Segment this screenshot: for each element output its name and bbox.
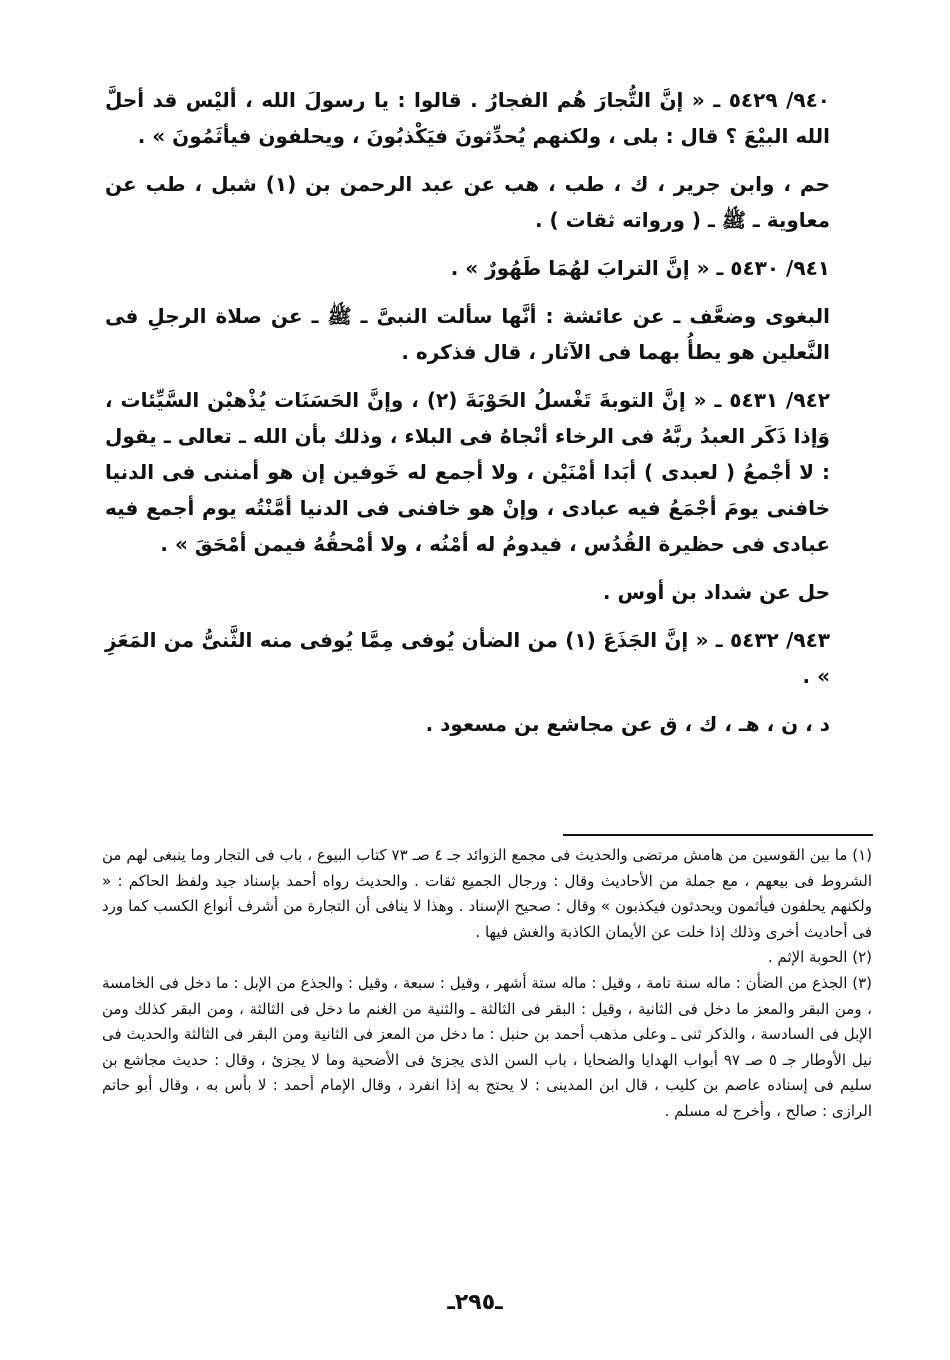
hadith-940: ٩٤٠/ ٥٤٢٩ ـ « إنَّ التُّجارَ هُم الفجارُ . قالوا : يا رسولَ الله ، أليْس قد أحلَّ الله البيْعَ ؟ قال : بلى ، ولكنهم يُحدِّثونَ فيَكْذبُونَ ، ويحلفون فيأثَمُونَ » .: [105, 88, 830, 148]
footnotes: [102, 843, 872, 1125]
footnote-3: (٣) الجذع من الضأن : ماله سنة تامة ، وقيل : ماله ستة أشهر ، وقيل : سبعة ، وقيل : والجذع من الإبل : ما دخل فى الخامسة ، ومن البقر والمعز ما دخل فى الثانية ، وقيل : البقر فى الثالثة ـ والثنية من الغنم ما دخل فى الثالثة ، ومن البقر كذلك ومن الإبل فى السادسة ، والذكر ثنى ـ وعلى مذهب أحمد بن حنبل : ما دخل من المعز فى الثانية ومن البقر فى الثالثة والحديث فى نيل الأوطار جـ ٥ صـ ٩٧ أبواب الهدايا والضحايا ، باب السن الذى يجزئ فى الأضحية وما لا يجزئ ، وقال : حديث مجاشع بن سليم فى إسناده عاصم بن كليب ، قال ابن المدينى : لا يحتج به إذا انفرد ، وقال الإمام أحمد : لا بأس به ، وقال أبو حاتم الرازى : صالح ، وأخرج له مسلم .: [102, 973, 872, 1120]
hadith-941: ٩٤١/ ٥٤٣٠ ـ « إنَّ الترابَ لهُمَا طَهُورٌ » .: [450, 256, 830, 280]
hadith-943-source: د ، ن ، هـ ، ك ، ق عن مجاشع بن مسعود .: [425, 712, 830, 736]
footnote-2: (٢) الحوبة الإثم .: [767, 948, 872, 967]
hadith-940-source: حم ، وابن جرير ، ك ، طب ، هب عن عبد الرحمن بن (١) شبل ، طب عن معاوية ـ ﷺ ـ ( ورواته ثقات ) .: [105, 172, 831, 232]
footnote-separator: [563, 834, 873, 836]
hadith-941-source: البغوى وضعَّف ـ عن عائشة : أنَّها سألت النبىَّ ـ ﷺ ـ عن صلاة الرجلِ فى النَّعلين هو يطأُ بهما فى الآثار ، قال فذكره .: [105, 304, 830, 364]
page-number: ـ٢٩٥ـ: [447, 1290, 503, 1315]
hadith-text-body: [105, 82, 830, 754]
hadith-942-source: حل عن شداد بن أوس .: [602, 580, 830, 604]
hadith-943: ٩٤٣/ ٥٤٣٢ ـ « إنَّ الجَذَعَ (١) من الضأن يُوفى مِمَّا يُوفى منه الثَّنىُّ من المَعَزِ » .: [105, 628, 830, 688]
hadith-942: ٩٤٢/ ٥٤٣١ ـ « إنَّ التوبةَ تَغْسلُ الحَوْبَةَ (٢) ، وإنَّ الحَسَنَات يُذْهبْن السَّيِّئات ، وَإذا ذَكَر العبدُ ربَّهُ فى الرخاء أنْجاهُ فى البلاء ، وذلك بأن الله ـ تعالى ـ يقول : لا أجْمعُ ( لعبدى ) أبَدا أمْنَيْن ، ولا أجمع له خَوفين إن هو أمننى فى الدنيا خافنى يومَ أجْمَعُ فيه عبادى ، وإنْ هو خافنى فى الدنيا أمَّنْتُه يوم أجمع فيه عبادى فى حظيرة القُدُس ، فيدومُ له أمْنُه ، ولا أمْحقُهُ فيمن أمْحَقَ » .: [105, 388, 830, 556]
footnote-1: (١) ما بين القوسين من هامش مرتضى والحديث فى مجمع الزوائد جـ ٤ صـ ٧٣ كتاب البيوع ، باب فى التجار وما ينبغى لهم من الشروط فى بيعهم ، مع جملة من الأحاديث وقال : ورجال الجميع ثقات . والحديث رواه أحمد بإسناد جيد ولفظ الحاكم : « ولكنهم يحلفون فيأثمون ويحدثون فيكذبون » وقال : صحيح الإسناد . وهذا لا ينافى أن التجارة من أشرف أنواع الكسب كما ورد فى أحاديث أخرى وذلك إذا خلت عن الأيمان الكاذبة والغش فيها .: [102, 846, 873, 941]
